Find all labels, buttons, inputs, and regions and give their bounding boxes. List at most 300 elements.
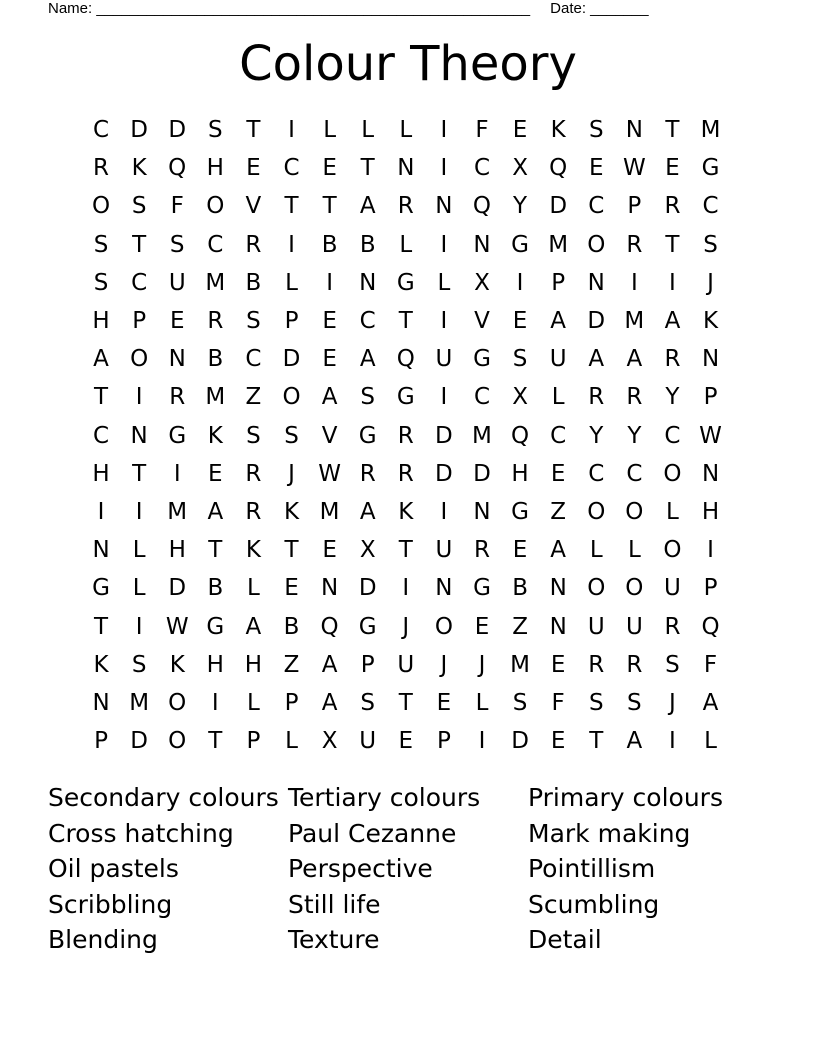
grid-letter: F: [170, 193, 184, 220]
grid-letter: I: [135, 613, 143, 640]
grid-letter: D: [549, 193, 568, 220]
grid-letter: Q: [549, 155, 568, 182]
grid-letter: R: [207, 308, 224, 335]
grid-letter: F: [703, 651, 718, 678]
grid-letter: N: [92, 537, 110, 564]
grid-letter: L: [247, 689, 260, 716]
grid-letter: X: [321, 728, 338, 755]
grid-letter: S: [512, 689, 528, 716]
grid-letter: K: [207, 422, 223, 449]
grid-letter: C: [626, 460, 643, 487]
grid-letter: L: [285, 728, 298, 755]
grid-letter: T: [398, 537, 413, 564]
grid-letter: D: [435, 422, 453, 449]
grid-letter: G: [701, 155, 720, 182]
grid-letter: L: [666, 498, 679, 525]
grid-letter: J: [478, 651, 486, 678]
grid-letter: B: [359, 231, 376, 258]
grid-letter: T: [398, 689, 413, 716]
grid-letter: B: [283, 613, 300, 640]
word-list-item: Scumbling: [528, 889, 660, 919]
grid-letter: T: [398, 308, 413, 335]
grid-letter: R: [245, 231, 262, 258]
grid-letter: Q: [396, 346, 415, 373]
grid-letter: E: [322, 308, 337, 335]
grid-letter: A: [245, 613, 262, 640]
word-list-item: Mark making: [528, 818, 691, 848]
grid-letter: M: [510, 651, 530, 678]
grid-letter: R: [93, 155, 110, 182]
word-list-item: Cross hatching: [48, 818, 234, 848]
grid-letter: P: [94, 728, 108, 755]
grid-letter: S: [208, 117, 223, 144]
grid-letter: C: [664, 422, 681, 449]
grid-letter: A: [550, 537, 567, 564]
grid-letter: E: [284, 575, 299, 602]
grid-letter: E: [322, 155, 337, 182]
grid-letter: L: [361, 117, 375, 144]
grid-letter: G: [511, 498, 529, 525]
grid-letter: S: [284, 422, 299, 449]
grid-letter: H: [168, 537, 186, 564]
grid-letter: A: [588, 346, 605, 373]
grid-letter: R: [626, 231, 643, 258]
grid-letter: I: [326, 269, 333, 296]
grid-letter: A: [359, 346, 376, 373]
grid-letter: N: [397, 155, 415, 182]
grid-letter: T: [94, 613, 109, 640]
grid-letter: E: [436, 689, 452, 716]
grid-letter: N: [587, 269, 605, 296]
word-list-item: Detail: [528, 925, 602, 955]
word-list-item: Still life: [288, 889, 381, 919]
grid-letter: L: [627, 537, 641, 564]
grid-letter: I: [211, 689, 219, 716]
grid-letter: D: [435, 460, 453, 487]
grid-letter: S: [360, 689, 375, 716]
grid-letter: B: [207, 346, 224, 373]
grid-letter: L: [132, 575, 146, 602]
grid-letter: E: [512, 117, 528, 144]
grid-letter: K: [703, 308, 719, 335]
grid-letter: U: [625, 613, 643, 640]
grid-letter: T: [665, 117, 680, 144]
grid-letter: L: [399, 117, 413, 144]
grid-letter: L: [589, 537, 603, 564]
grid-letter: T: [284, 537, 299, 564]
grid-letter: N: [321, 575, 339, 602]
word-list-item: Oil pastels: [48, 854, 179, 884]
grid-letter: I: [402, 575, 410, 602]
grid-letter: Z: [283, 651, 300, 678]
grid-letter: O: [168, 728, 187, 755]
grid-letter: R: [169, 384, 186, 411]
grid-letter: E: [322, 537, 337, 564]
grid-letter: K: [398, 498, 414, 525]
grid-letter: M: [167, 498, 188, 525]
grid-letter: R: [664, 613, 681, 640]
grid-letter: S: [360, 384, 375, 411]
grid-letter: R: [588, 651, 605, 678]
grid-letter: O: [434, 613, 453, 640]
grid-letter: P: [703, 575, 718, 602]
grid-letter: H: [206, 651, 224, 678]
grid-letter: P: [703, 384, 718, 411]
grid-letter: M: [548, 231, 569, 258]
grid-letter: G: [168, 422, 187, 449]
grid-letter: I: [478, 728, 486, 755]
grid-letter: C: [702, 193, 719, 220]
grid-letter: M: [205, 384, 226, 411]
word-list-item: Texture: [288, 925, 380, 955]
grid-letter: O: [282, 384, 301, 411]
grid-letter: R: [588, 384, 605, 411]
grid-letter: D: [587, 308, 606, 335]
grid-letter: N: [435, 575, 453, 602]
grid-letter: L: [132, 537, 146, 564]
word-list-item: Primary colours: [528, 783, 723, 813]
grid-letter: H: [92, 460, 110, 487]
grid-letter: C: [245, 346, 262, 373]
grid-letter: P: [246, 728, 261, 755]
grid-letter: B: [321, 231, 338, 258]
word-list-item: Tertiary colours: [288, 783, 481, 813]
grid-letter: N: [92, 689, 110, 716]
grid-letter: C: [283, 155, 300, 182]
grid-letter: S: [665, 651, 680, 678]
grid-letter: A: [550, 308, 567, 335]
grid-letter: Y: [627, 422, 642, 449]
grid-letter: G: [358, 613, 377, 640]
grid-letter: P: [284, 689, 299, 716]
grid-letter: E: [246, 155, 261, 182]
grid-letter: W: [622, 155, 646, 182]
grid-letter: N: [701, 346, 720, 373]
page-title: Colour Theory: [239, 36, 577, 92]
grid-letter: G: [358, 422, 377, 449]
grid-letter: B: [245, 269, 262, 296]
grid-letter: U: [664, 575, 681, 602]
grid-letter: T: [284, 193, 299, 220]
grid-letter: D: [168, 117, 187, 144]
grid-letter: O: [587, 231, 606, 258]
grid-letter: I: [97, 498, 105, 525]
grid-letter: E: [550, 728, 566, 755]
grid-letter: T: [132, 231, 147, 258]
grid-letter: O: [663, 537, 682, 564]
date-field: Date: _______: [550, 0, 649, 17]
grid-letter: P: [360, 651, 375, 678]
grid-letter: N: [359, 269, 377, 296]
word-list-item: Perspective: [288, 854, 433, 884]
grid-letter: G: [396, 269, 415, 296]
grid-letter: O: [663, 460, 682, 487]
grid-letter: P: [284, 308, 299, 335]
grid-letter: P: [551, 269, 566, 296]
grid-letter: S: [131, 651, 147, 678]
grid-letter: T: [208, 537, 223, 564]
grid-letter: I: [669, 728, 676, 755]
grid-letter: R: [664, 193, 681, 220]
grid-letter: K: [283, 498, 300, 525]
grid-letter: Q: [472, 193, 492, 220]
grid-letter: P: [132, 308, 147, 335]
grid-letter: I: [440, 308, 448, 335]
grid-letter: Q: [168, 155, 187, 182]
grid-letter: R: [397, 193, 414, 220]
grid-letter: C: [588, 193, 605, 220]
grid-letter: N: [473, 231, 491, 258]
grid-letter: D: [282, 346, 301, 373]
grid-letter: E: [665, 155, 680, 182]
grid-letter: O: [587, 498, 606, 525]
grid-letter: A: [702, 689, 719, 716]
grid-letter: N: [130, 422, 148, 449]
grid-letter: V: [321, 422, 338, 449]
grid-letter: I: [516, 269, 524, 296]
grid-letter: U: [168, 269, 186, 296]
grid-letter: H: [701, 498, 720, 525]
grid-letter: J: [707, 269, 714, 296]
grid-letter: W: [165, 613, 189, 640]
grid-letter: Y: [665, 384, 680, 411]
grid-letter: X: [512, 384, 528, 411]
grid-letter: S: [169, 231, 185, 258]
grid-letter: E: [512, 308, 528, 335]
grid-letter: O: [587, 575, 606, 602]
grid-letter: N: [435, 193, 453, 220]
grid-letter: S: [588, 117, 604, 144]
grid-letter: L: [551, 384, 565, 411]
grid-letter: G: [473, 346, 491, 373]
grid-letter: S: [627, 689, 642, 716]
grid-letter: K: [131, 155, 147, 182]
grid-letter: S: [588, 689, 604, 716]
grid-letter: W: [699, 422, 722, 449]
grid-letter: G: [92, 575, 110, 602]
word-list-item: Paul Cezanne: [288, 818, 457, 848]
grid-letter: N: [549, 613, 567, 640]
word-search-grid: [82, 111, 730, 760]
grid-letter: I: [440, 231, 448, 258]
grid-letter: S: [703, 231, 718, 258]
grid-letter: D: [358, 575, 377, 602]
grid-letter: I: [135, 498, 143, 525]
grid-letter: L: [399, 231, 413, 258]
grid-letter: N: [701, 460, 720, 487]
grid-letter: W: [318, 460, 341, 487]
grid-letter: T: [94, 384, 109, 411]
grid-letter: F: [551, 689, 565, 716]
grid-letter: I: [440, 498, 448, 525]
grid-letter: L: [247, 575, 260, 602]
grid-letter: R: [245, 460, 262, 487]
grid-letter: N: [625, 117, 643, 144]
grid-letter: A: [321, 384, 338, 411]
grid-letter: K: [93, 651, 109, 678]
name-field: Name: ____________________________________________________: [48, 0, 531, 17]
grid-letter: M: [472, 422, 492, 449]
grid-letter: K: [550, 117, 566, 144]
grid-letter: C: [359, 308, 376, 335]
grid-letter: E: [474, 613, 490, 640]
grid-letter: B: [207, 575, 224, 602]
grid-letter: T: [208, 728, 223, 755]
grid-letter: R: [397, 422, 414, 449]
grid-letter: U: [435, 346, 453, 373]
grid-letter: O: [91, 193, 111, 220]
grid-letter: I: [440, 155, 448, 182]
grid-letter: D: [473, 460, 491, 487]
grid-letter: A: [207, 498, 224, 525]
grid-letter: E: [512, 537, 528, 564]
grid-letter: C: [93, 422, 110, 449]
grid-letter: I: [288, 231, 295, 258]
grid-letter: P: [436, 728, 451, 755]
grid-letter: J: [669, 689, 676, 716]
grid-letter: E: [208, 460, 223, 487]
grid-letter: C: [131, 269, 148, 296]
grid-letter: U: [359, 728, 377, 755]
grid-letter: G: [511, 231, 529, 258]
grid-letter: D: [511, 728, 529, 755]
grid-letter: G: [396, 384, 415, 411]
grid-letter: Y: [589, 422, 604, 449]
grid-letter: Z: [512, 613, 528, 640]
grid-letter: A: [321, 689, 338, 716]
grid-letter: R: [626, 651, 643, 678]
grid-letter: R: [473, 537, 490, 564]
grid-letter: U: [549, 346, 567, 373]
grid-letter: H: [511, 460, 529, 487]
grid-letter: H: [92, 308, 110, 335]
grid-letter: C: [588, 460, 605, 487]
grid-letter: T: [665, 231, 680, 258]
word-list-item: Secondary colours: [48, 783, 279, 813]
grid-letter: C: [93, 117, 110, 144]
grid-letter: E: [322, 346, 337, 373]
grid-letter: A: [626, 346, 643, 373]
header-fields: [48, 0, 649, 18]
grid-letter: G: [206, 613, 225, 640]
grid-letter: D: [130, 117, 148, 144]
grid-letter: E: [588, 155, 604, 182]
grid-letter: A: [664, 308, 681, 335]
grid-letter: H: [206, 155, 224, 182]
grid-letter: C: [473, 155, 491, 182]
word-list-item: Blending: [48, 925, 158, 955]
grid-letter: I: [135, 384, 143, 411]
grid-letter: U: [435, 537, 453, 564]
grid-letter: O: [206, 193, 225, 220]
grid-letter: A: [626, 728, 643, 755]
grid-letter: X: [474, 269, 490, 296]
grid-letter: C: [207, 231, 224, 258]
grid-letter: M: [624, 308, 645, 335]
grid-letter: S: [246, 308, 261, 335]
grid-letter: C: [473, 384, 491, 411]
grid-letter: R: [245, 498, 262, 525]
grid-letter: F: [475, 117, 489, 144]
grid-letter: R: [664, 346, 681, 373]
grid-letter: U: [397, 651, 415, 678]
grid-letter: Q: [701, 613, 720, 640]
grid-letter: M: [319, 498, 340, 525]
grid-letter: M: [205, 269, 226, 296]
grid-letter: A: [359, 193, 376, 220]
grid-letter: L: [704, 728, 717, 755]
grid-letter: A: [321, 651, 338, 678]
grid-letter: S: [93, 269, 109, 296]
grid-letter: S: [246, 422, 261, 449]
grid-letter: N: [473, 498, 491, 525]
grid-letter: Y: [513, 193, 528, 220]
grid-letter: O: [130, 346, 149, 373]
grid-letter: Z: [245, 384, 262, 411]
grid-letter: S: [93, 231, 109, 258]
grid-letter: D: [168, 575, 187, 602]
grid-letter: I: [288, 117, 295, 144]
grid-letter: I: [630, 269, 638, 296]
grid-letter: X: [359, 537, 376, 564]
grid-letter: M: [129, 689, 150, 716]
grid-letter: C: [550, 422, 567, 449]
grid-letter: U: [587, 613, 605, 640]
grid-letter: N: [168, 346, 186, 373]
grid-letter: D: [130, 728, 148, 755]
grid-letter: V: [474, 308, 490, 335]
grid-letter: I: [173, 460, 181, 487]
grid-letter: M: [700, 117, 721, 144]
grid-letter: J: [288, 460, 295, 487]
grid-letter: E: [169, 308, 185, 335]
word-list-item: Pointillism: [528, 854, 656, 884]
grid-letter: L: [437, 269, 451, 296]
grid-letter: K: [169, 651, 185, 678]
grid-letter: J: [440, 651, 448, 678]
grid-letter: N: [549, 575, 567, 602]
grid-letter: A: [359, 498, 376, 525]
grid-letter: R: [626, 384, 643, 411]
word-list: [48, 780, 768, 958]
grid-letter: E: [550, 651, 566, 678]
grid-letter: I: [440, 117, 448, 144]
grid-letter: G: [473, 575, 491, 602]
grid-letter: L: [475, 689, 489, 716]
grid-letter: O: [625, 575, 644, 602]
grid-letter: K: [245, 537, 261, 564]
grid-letter: B: [512, 575, 528, 602]
grid-letter: T: [246, 117, 261, 144]
grid-letter: H: [244, 651, 263, 678]
grid-letter: L: [285, 269, 298, 296]
grid-letter: O: [168, 689, 187, 716]
grid-letter: R: [397, 460, 414, 487]
grid-letter: S: [512, 346, 528, 373]
grid-letter: E: [550, 460, 566, 487]
grid-letter: Q: [320, 613, 339, 640]
grid-letter: P: [627, 193, 642, 220]
grid-letter: T: [322, 193, 337, 220]
grid-letter: S: [131, 193, 147, 220]
grid-letter: E: [398, 728, 414, 755]
grid-letter: I: [669, 269, 676, 296]
grid-letter: V: [245, 193, 262, 220]
grid-letter: O: [625, 498, 644, 525]
grid-letter: A: [93, 346, 109, 373]
grid-letter: Z: [550, 498, 567, 525]
grid-letter: L: [323, 117, 337, 144]
